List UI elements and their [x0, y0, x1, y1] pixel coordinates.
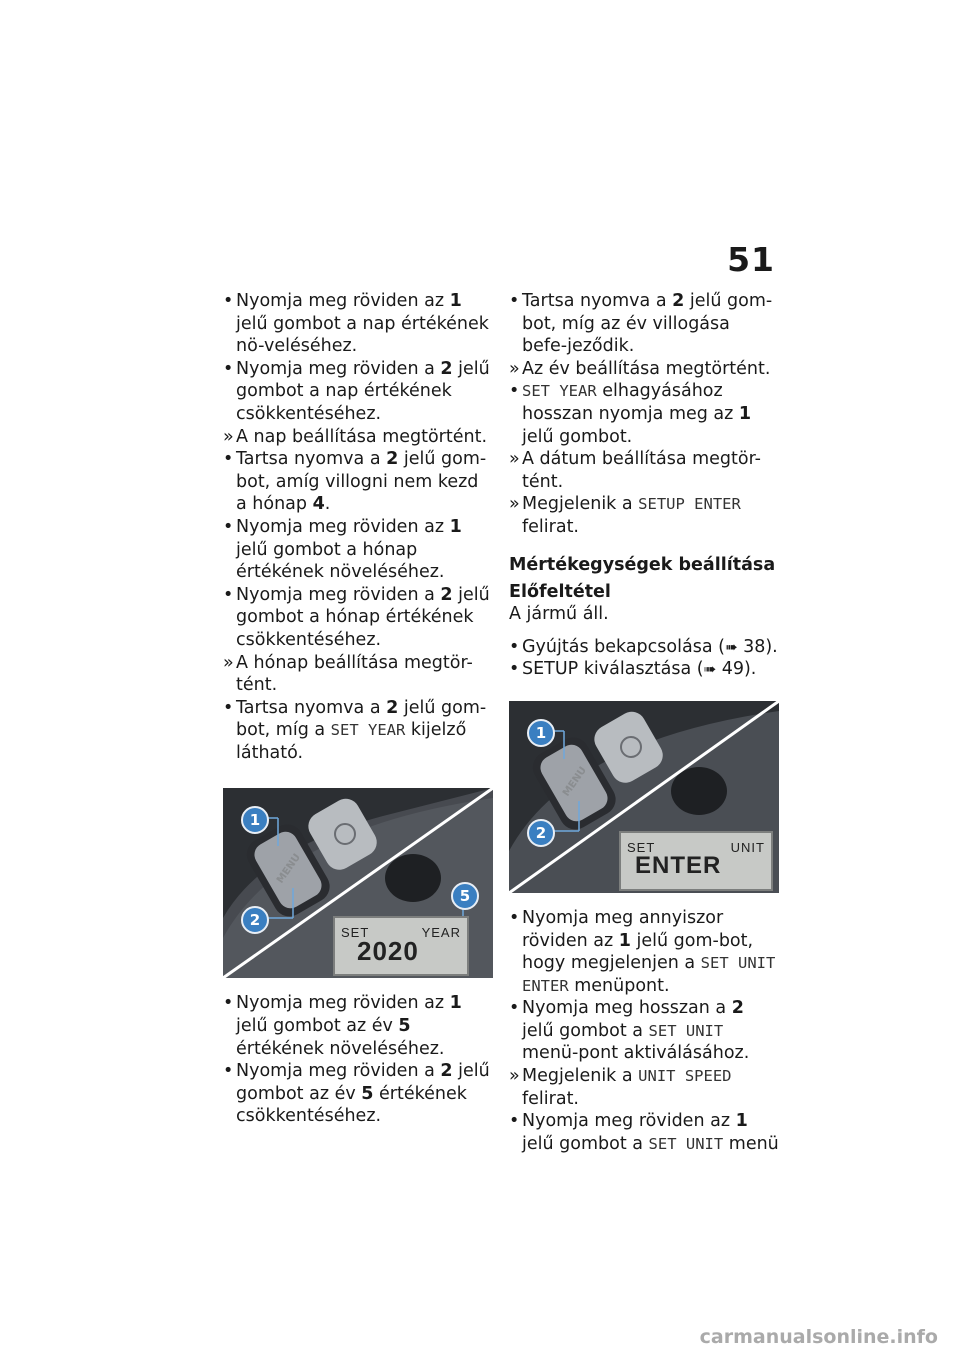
lcd-year-value: 2020: [357, 936, 419, 967]
text-run: jelű gombot.: [522, 426, 633, 447]
bold-reference: 1: [449, 291, 462, 311]
text-run: A dátum beállítása megtör-tént.: [522, 449, 761, 492]
text-run: jelű gom-bot, hogy megjelenjen a: [522, 930, 754, 974]
lcd-unit-label: UNIT: [730, 839, 765, 855]
display-text: SETUP ENTER: [638, 495, 741, 514]
bullet-marker: •: [509, 291, 520, 311]
text-run: Nyomja meg annyiszor röviden az: [522, 907, 724, 951]
bold-reference: 2: [440, 358, 453, 379]
text-run: SETUP kiválasztása (: [522, 659, 704, 680]
bullet-marker: •: [223, 1061, 234, 1082]
bold-reference: 2: [440, 1061, 453, 1082]
result-item: [509, 493, 779, 538]
watermark: carmanualsonline.info: [699, 1326, 938, 1348]
text-run: Nyomja meg röviden az: [236, 516, 450, 537]
bold-reference: 5: [361, 1083, 374, 1104]
bold-reference: 2: [386, 449, 399, 470]
bullet-marker: •: [509, 636, 520, 657]
lcd-enter-value: ENTER: [635, 851, 722, 879]
text-run: jelű gombot a: [522, 1020, 649, 1041]
instruction-item: [223, 358, 493, 426]
text-run: jelű gom-bot, míg az év villogása befe-jeződik.: [522, 291, 773, 357]
page-number: 51: [727, 240, 775, 279]
text-run: Nyomja meg röviden a: [236, 358, 441, 379]
callout-badge-5: 5: [451, 882, 479, 910]
lcd-display: [333, 916, 469, 976]
text-run: Nyomja meg röviden a: [236, 1061, 441, 1082]
bullet-marker: •: [223, 358, 234, 379]
display-text: UNIT SPEED: [638, 1067, 732, 1086]
display-text: SET YEAR: [330, 721, 406, 740]
bold-reference: 1: [449, 993, 462, 1014]
bold-reference: 1: [735, 1111, 748, 1132]
figure-set-unit: [509, 701, 779, 893]
instruction-item: [223, 584, 493, 652]
instruction-item: [509, 380, 779, 448]
text-run: felirat.: [522, 1088, 579, 1109]
figure-set-year: [223, 788, 493, 978]
bullet-marker: •: [509, 659, 520, 680]
left-column: [223, 290, 493, 1128]
display-text: SET YEAR: [522, 382, 597, 401]
prerequisite-text: A jármű áll.: [509, 604, 609, 625]
instruction-item: [223, 697, 493, 765]
result-item: [509, 1065, 779, 1110]
text-run: Megjelenik a: [522, 494, 639, 515]
left-instructions: [223, 290, 493, 764]
text-run: 49).: [716, 659, 757, 680]
callout-badge-2: 2: [241, 906, 269, 934]
text-run: értékének csökkentéséhez.: [236, 1083, 467, 1127]
bullet-marker: •: [223, 993, 234, 1014]
lcd-set-label: SET: [341, 925, 370, 941]
result-marker: »: [509, 358, 520, 379]
result-marker: »: [509, 494, 520, 515]
result-marker: »: [223, 426, 234, 447]
result-item: [223, 426, 493, 449]
text-run: jelű gom-bot, míg a: [236, 697, 487, 741]
bold-reference: 2: [440, 584, 453, 605]
bullet-marker: •: [223, 697, 234, 718]
text-run: jelű gombot a nap értékének nö-veléséhez.: [236, 313, 489, 357]
text-run: jelű gombot a: [522, 1133, 649, 1154]
text-run: 38).: [737, 636, 778, 657]
callout-badge-1b: 1: [527, 719, 555, 747]
right-instructions-after: [509, 907, 779, 1156]
bold-reference: 2: [672, 291, 685, 311]
bold-reference: 2: [386, 697, 399, 718]
instruction-item: [509, 1110, 779, 1155]
text-run: felirat.: [522, 516, 579, 537]
instruction-item: [509, 997, 779, 1065]
text-run: Nyomja meg röviden az: [236, 993, 450, 1014]
instruction-item: [509, 658, 779, 681]
page-ref-arrow-icon: ➠: [724, 637, 738, 656]
right-column: [509, 290, 779, 1155]
bullet-marker: •: [223, 291, 234, 311]
text-run: Nyomja meg röviden a: [236, 584, 441, 605]
text-run: jelű gombot az év: [236, 1061, 490, 1104]
text-run: jelű gombot a hónap értékének növeléséhez.: [236, 539, 445, 583]
result-marker: »: [509, 1066, 520, 1087]
left-instructions-after: [223, 992, 493, 1128]
instruction-item: [509, 636, 779, 659]
display-text: SET UNIT: [648, 1134, 724, 1153]
text-run: menü: [723, 1133, 779, 1154]
instruction-item: [223, 290, 493, 358]
bold-reference: 1: [618, 930, 631, 951]
bold-reference: 1: [738, 403, 752, 424]
right-instructions: [509, 290, 779, 539]
bold-reference: 4: [312, 494, 325, 515]
text-run: Nyomja meg hosszan a: [522, 998, 732, 1019]
display-text: SET UNIT ENTER: [522, 954, 776, 995]
bold-reference: 5: [398, 1016, 411, 1037]
result-item: [509, 448, 779, 493]
text-run: .: [324, 494, 331, 515]
text-run: Tartsa nyomva a: [236, 449, 387, 470]
bullet-marker: •: [509, 381, 520, 402]
menu-button-label: MENU: [274, 852, 304, 887]
instruction-item: [223, 516, 493, 584]
text-run: jelű gombot a hónap értékének csökkentéséhez.: [236, 584, 490, 650]
text-run: A nap beállítása megtörtént.: [236, 426, 488, 447]
menu-button-label-2: MENU: [560, 764, 590, 799]
bullet-marker: •: [223, 584, 234, 605]
instruction-item: [223, 448, 493, 516]
text-run: jelű gombot a nap értékének csökkentéséhez.: [236, 358, 490, 424]
text-run: menü-pont aktiválásához.: [522, 1043, 750, 1064]
bullet-marker: •: [509, 907, 520, 928]
text-run: Gyújtás bekapcsolása (: [522, 636, 725, 657]
text-run: jelű gom-bot, amíg villogni nem kezd a hónap: [236, 449, 487, 515]
callout-badge-2b: 2: [527, 819, 555, 847]
display-text: SET UNIT: [648, 1021, 724, 1040]
bullet-marker: •: [509, 1111, 520, 1132]
text-run: Megjelenik a: [522, 1066, 639, 1087]
result-marker: »: [509, 449, 520, 470]
result-marker: »: [223, 652, 234, 673]
text-run: értékének növeléséhez.: [236, 1038, 445, 1059]
result-item: [509, 358, 779, 381]
bullet-marker: •: [223, 516, 234, 537]
bold-reference: 1: [449, 516, 462, 537]
page-ref-arrow-icon: ➠: [703, 660, 717, 679]
text-run: Az év beállítása megtörtént.: [522, 358, 771, 379]
text-run: Tartsa nyomva a: [236, 697, 387, 718]
bullet-marker: •: [509, 998, 520, 1019]
bullet-marker: •: [223, 449, 234, 470]
text-run: kijelző látható.: [236, 720, 467, 763]
text-run: Nyomja meg röviden az: [522, 1111, 736, 1132]
bold-reference: 2: [731, 998, 744, 1019]
section-heading: Mértékegységek beállítása: [509, 554, 776, 575]
text-run: jelű gombot az év: [236, 1016, 399, 1037]
text-run: Tartsa nyomva a: [522, 291, 673, 311]
result-item: [223, 652, 493, 697]
instruction-item: [223, 992, 493, 1060]
lcd-display-2: [619, 831, 773, 891]
callout-badge-1: 1: [241, 806, 269, 834]
text-run: Nyomja meg röviden az: [236, 291, 450, 311]
text-run: A hónap beállítása megtör-tént.: [236, 652, 473, 696]
text-run: elhagyásához hosszan nyomja meg az: [522, 381, 739, 424]
text-run: menüpont.: [568, 975, 670, 996]
lcd-year-label: YEAR: [421, 925, 461, 941]
instruction-item: [223, 1060, 493, 1128]
lcd-set-label-2: SET: [627, 839, 656, 855]
prerequisite-heading: Előfeltétel: [509, 581, 611, 602]
instruction-item: [509, 907, 779, 997]
right-steps: [509, 636, 779, 681]
instruction-item: [509, 290, 779, 358]
